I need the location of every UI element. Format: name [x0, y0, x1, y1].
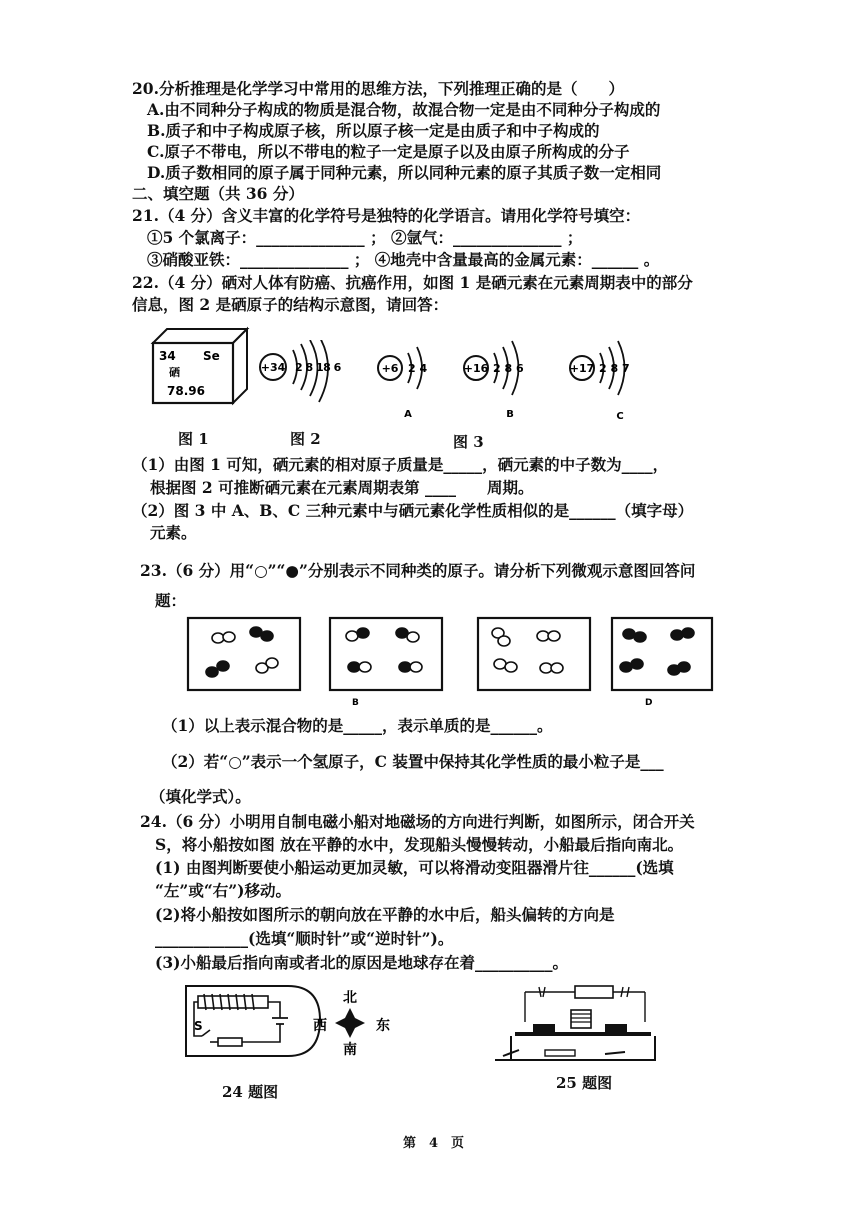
fig24-caption: 24 题图 — [222, 1083, 279, 1101]
atom-b-electrons: 2 8 6 — [493, 362, 524, 375]
fig1-caption: 图 1 — [178, 430, 209, 448]
q24-sub1-b: “左”或“右”)移动。 — [155, 881, 291, 900]
page-number: 第 4 页 — [403, 1136, 465, 1151]
q22-sub1-b: 根据图 2 可推断硒元素在元素周期表第 ____ 周期。 — [150, 478, 534, 497]
element-symbol: Se — [203, 349, 220, 363]
q24-sub1-a: (1) 由图判断要使小船运动更加灵敏，可以将滑动变阻器滑片往______(选填 — [155, 858, 674, 877]
q20-stem: 20.分析推理是化学学习中常用的思维方法，下列推理正确的是（ ） — [132, 79, 624, 98]
q24-stem-1: 24.（6 分）小明用自制电磁小船对地磁场的方向进行判断，如图所示，闭合开关 — [140, 812, 695, 831]
selenium-atom-diagram — [255, 340, 365, 420]
q21-row2: ③硝酸亚铁：______________ ； ④地壳中含量最高的金属元素：______ 。 — [147, 250, 660, 269]
q22-sub2-b: 元素。 — [150, 523, 197, 542]
q24-sub2-a: (2)将小船按如图所示的朝向放在平静的水中后，船头偏转的方向是 — [155, 905, 615, 924]
atom-a-electrons: 2 4 — [408, 362, 428, 375]
element-number: 34 — [159, 349, 176, 363]
se-electrons: 2 8 18 6 — [295, 361, 341, 374]
element-mass: 78.96 — [167, 384, 205, 398]
q20-option-b: B.质子和中子构成原子核，所以原子核一定是由质子和中子构成的 — [147, 121, 600, 140]
q24-stem-2: S，将小船按如图 放在平静的水中，发现船头慢慢转动，小船最后指向南北。 — [155, 835, 684, 854]
q22-sub2-a: （2）图 3 中 A、B、C 三种元素中与硒元素化学性质相似的是______（填字母） — [132, 501, 694, 520]
element-name: 硒 — [169, 366, 180, 379]
q20-option-a: A.由不同种分子构成的物质是混合物，故混合物一定是由不同种分子构成的 — [147, 100, 661, 119]
q24-sub3: (3)小船最后指向南或者北的原因是地球存在着__________。 — [155, 953, 568, 972]
atom-b-label: B — [506, 409, 514, 420]
atom-a-nucleus: +6 — [381, 362, 399, 375]
atom-b-nucleus: +16 — [463, 362, 489, 375]
periodic-cell-figure — [145, 325, 255, 410]
box-d-label: D — [645, 698, 653, 708]
q23-sub2: （2）若“○”表示一个氢原子，C 装置中保持其化学性质的最小粒子是___ — [162, 752, 664, 771]
compass-west: 西 — [313, 1018, 327, 1034]
box-b-label: B — [352, 698, 359, 708]
q21-stem: 21.（4 分）含义丰富的化学符号是独特的化学语言。请用化学符号填空： — [132, 206, 641, 225]
q20-option-c: C.原子不带电，所以不带电的粒子一定是原子以及由原子所构成的分子 — [147, 142, 630, 161]
se-nucleus: +34 — [260, 361, 286, 374]
fig3-caption: 图 3 — [453, 433, 484, 451]
q24-sub2-b: ____________(选填“顺时针”或“逆时针”)。 — [155, 929, 454, 948]
q23-stem-1: 23.（6 分）用“○”“●”分别表示不同种类的原子。请分析下列微观示意图回答问 — [140, 561, 696, 580]
fig2-caption: 图 2 — [290, 430, 321, 448]
compass-east: 东 — [376, 1018, 390, 1034]
switch-label: S — [194, 1019, 203, 1033]
q23-sub1: （1）以上表示混合物的是_____，表示单质的是______。 — [162, 716, 553, 735]
section-heading: 二、填空题（共 36 分） — [132, 184, 304, 203]
q21-row1: ①5 个氯离子：______________ ； ②氩气：______________ ； — [147, 228, 583, 247]
boat-figure — [180, 980, 420, 1075]
compass-north: 北 — [343, 990, 357, 1006]
atom-a-label: A — [404, 409, 412, 420]
atoms-abc-diagram — [370, 335, 650, 425]
q22-stem-2: 信息，图 2 是硒原子的结构示意图，请回答： — [132, 295, 449, 314]
q20-option-d: D.质子数相同的原子属于同种元素，所以同种元素的原子其质子数一定相同 — [147, 163, 662, 182]
atom-c-label: C — [616, 411, 624, 422]
atom-c-electrons: 2 8 7 — [599, 362, 630, 375]
q23-sub2-b: （填化学式）。 — [150, 787, 251, 806]
q23-stem-2: 题： — [155, 591, 187, 610]
micro-diagram-boxes — [180, 612, 720, 712]
compass-south: 南 — [343, 1042, 357, 1058]
q22-stem-1: 22.（4 分）硒对人体有防癌、抗癌作用，如图 1 是硒元素在元素周期表中的部分 — [132, 273, 693, 292]
circuit-figure — [485, 980, 665, 1070]
q22-sub1-a: （1）由图 1 可知，硒元素的相对原子质量是_____，硒元素的中子数为____， — [132, 455, 669, 474]
atom-c-nucleus: +17 — [569, 362, 595, 375]
fig25-caption: 25 题图 — [556, 1074, 613, 1092]
